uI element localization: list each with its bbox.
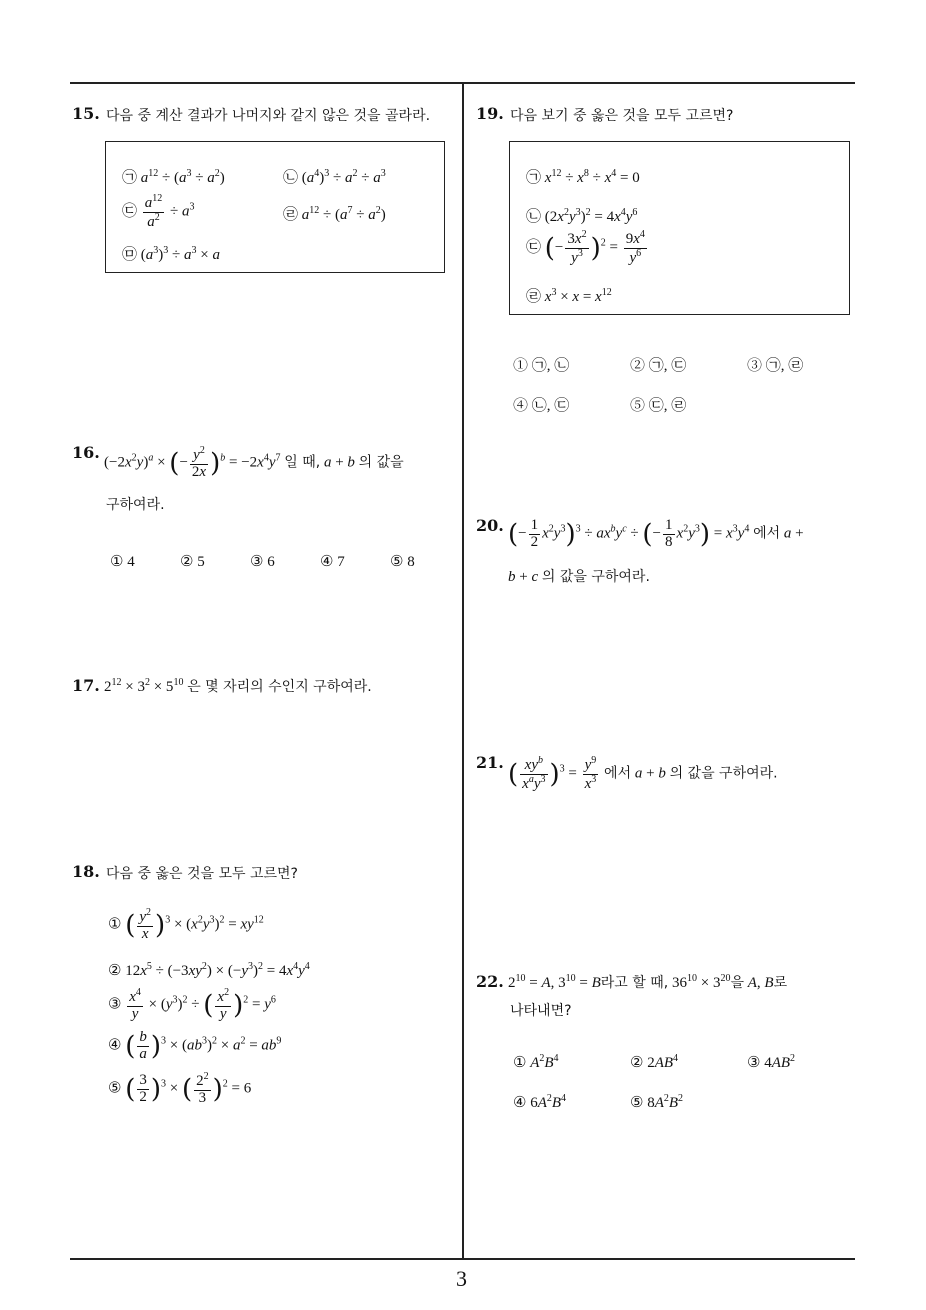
choice-4[interactable]: ④ 7 (320, 554, 345, 570)
option-a: ㉠ $a^{12} \div (a^3 \div a^2)$ (122, 168, 225, 186)
option-d: ㉣ $x^3 \times x = x^{12}$ (526, 287, 612, 305)
option-b: ㉡ $(2x^2y^3)^2 = 4x^4y^6$ (526, 207, 638, 225)
choice-2[interactable]: ② ㉠, ㉢ (630, 358, 687, 374)
choice-3[interactable]: ③ 6 (250, 554, 275, 570)
question-number: 21. (476, 753, 504, 772)
option-c: ㉢ (− $\frac{3x^2}{y^3}$ )$^2$ = $\frac{9x^4}{y^6}$ (526, 229, 645, 266)
question-text: 다음 중 계산 결과가 나머지와 같지 않은 것을 골라라. (106, 108, 431, 124)
choice-5[interactable]: ⑤ 8 (390, 554, 415, 570)
equation: (− $\frac{1}{2}$ $x^2y^3)^3 \div ax^by^c$ ÷ (− $\frac{1}{8}$ $x^2y^3) = x^3y^4$ 에서 a + (508, 517, 804, 550)
question-text: 구하여라. (106, 497, 165, 513)
question-number: 16. (72, 443, 100, 462)
choice-3[interactable]: ③ $4AB^2$ (747, 1053, 796, 1071)
choice-1[interactable]: ① ㉠, ㉡ (513, 358, 570, 374)
option-e: ㉤ $(a^3)^3 \div a^3 \times a$ (122, 245, 220, 263)
choice-1[interactable]: ① $A^2B^4$ (513, 1053, 559, 1071)
equation: ( $\frac{xy^b}{x^ay^3}$ )$^3$ = $\frac{y^9}{x^3}$ 에서 a + b 의 값을 구하여라. (508, 755, 778, 792)
bottom-rule (70, 1258, 855, 1260)
question-text: 다음 보기 중 옳은 것을 모두 고르면? (510, 108, 734, 124)
question-text: b + c 의 값을 구하여라. (508, 569, 650, 585)
item-2: ② $12x^5 \div (-3xy^2) \times (-y^3)^2 = 4x^4y^4$ (108, 961, 310, 979)
column-divider (462, 82, 464, 1259)
option-a: ㉠ $x^{12} \div x^8 \div x^4 = 0$ (526, 168, 640, 186)
item-4: ④ ( $\frac{b}{a}$ )$^3 \times (ab^3)^2 \times a^2 = ab^9$ (108, 1029, 282, 1062)
item-3: ③ $\frac{x^4}{y}$ × $(y^3)^2$ ÷ ( $\frac{x^2}{y}$ )$^2 = y^6$ (108, 987, 276, 1022)
question-text: 다음 중 옳은 것을 모두 고르면? (106, 866, 298, 882)
choice-1[interactable]: ① 4 (110, 554, 135, 570)
choice-4[interactable]: ④ $6A^2B^4$ (513, 1093, 567, 1111)
choice-5[interactable]: ⑤ $8A^2B^2$ (630, 1093, 684, 1111)
question-number: 20. (476, 516, 504, 535)
item-1: ① ( $\frac{y^2}{x}$ )$^3 \times (x^2y^3)^2 = xy^{12}$ (108, 907, 264, 942)
option-d: ㉣ $a^{12} \div (a^7 \div a^2)$ (283, 205, 386, 223)
equation: $(-2x^2y)^a$ × (− $\frac{y^2}{2x}$ )$^b = -2x^4y^7$ 일 때, a + b 의 값을 (104, 445, 404, 480)
question-text: $2^{12} \times 3^2 \times 5^{10}$ 은 몇 자리의 수인지 구하여라. (104, 677, 372, 695)
question-number: 22. (476, 972, 504, 991)
question-number: 15. (72, 104, 100, 123)
question-number: 17. (72, 676, 100, 695)
choice-2[interactable]: ② 5 (180, 554, 205, 570)
option-c: ㉢ $\frac{a^{12}}{a^2}$ ÷ $a^3$ (122, 193, 195, 230)
option-b: ㉡ $(a^4)^3 \div a^2 \div a^3$ (283, 168, 386, 186)
question-text: $2^{10} = A$, $3^{10} = B$라고 할 때, $36^{10} \times 3^{20}$을 A, B로 (508, 973, 788, 991)
item-5: ⑤ ( $\frac{3}{2}$ )$^3$ × ( $\frac{2^2}{3}$ )$^2$ = 6 (108, 1071, 252, 1106)
choice-2[interactable]: ② $2AB^4$ (630, 1053, 679, 1071)
page-number: 3 (456, 1266, 467, 1291)
question-number: 18. (72, 862, 100, 881)
choice-4[interactable]: ④ ㉡, ㉢ (513, 398, 570, 414)
question-number: 19. (476, 104, 504, 123)
question-text-2: 나타내면? (510, 1003, 572, 1019)
choice-5[interactable]: ⑤ ㉢, ㉣ (630, 398, 687, 414)
choice-3[interactable]: ③ ㉠, ㉣ (747, 358, 804, 374)
